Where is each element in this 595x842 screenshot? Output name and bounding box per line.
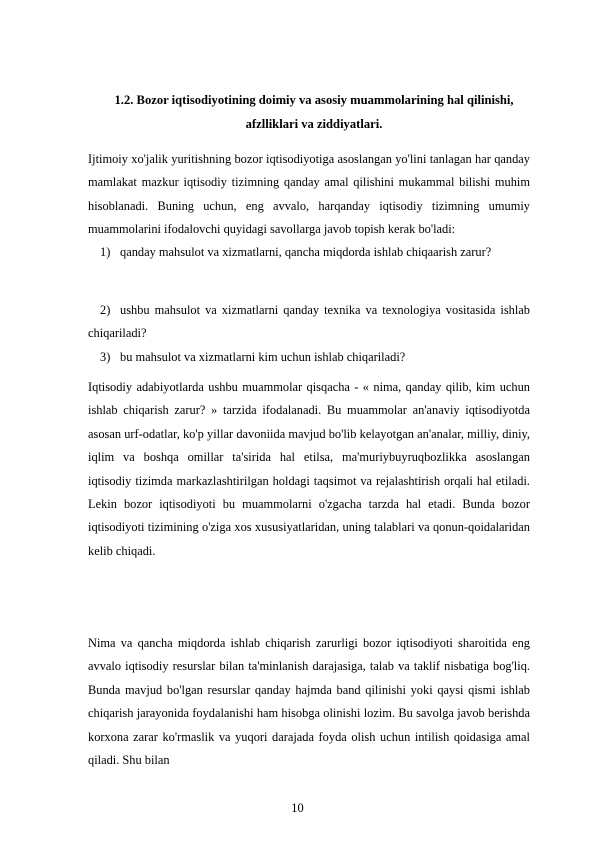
section-heading [88, 88, 540, 136]
section-heading-line-2: afzlliklari va ziddiyatlari. [245, 117, 383, 131]
list-text: qanday mahsulot va xizmatlarni, qancha miqdorda ishlab chiqaarish zarur? [120, 245, 492, 259]
list-text: ushbu mahsulot va xizmatlarni qanday texnika va texnologiya vositasida ishlab chiqariladi? [88, 303, 530, 341]
question-list-item-2 [88, 299, 530, 346]
intro-paragraph: Ijtimoiy xo'jalik yuritishning bozor iqtisodiyotiga asoslangan yo'lini tanlagan har qanday mamlakat mazkur iqtisodiy tizimning qanday amal qilishini mukammal bilishi muhim hisoblanadi. Buning uchun, eng avvalo, harqanday iqtisodiy tizimning umumiy muammolarini ifodalovchi quyidagi savollarga javob topish kerak bo'ladi: [88, 152, 530, 237]
question-list-item-1 [88, 241, 530, 264]
section-heading-line-1: 1.2. Bozor iqtisodiyotining doimiy va asosiy muammolarining hal qilinishi, [114, 93, 514, 107]
question-list-item-3 [88, 346, 530, 369]
list-number: 2) [100, 303, 111, 317]
page-number: 10 [291, 801, 304, 815]
list-text: bu mahsulot va xizmatlarni kim uchun ishlab chiqariladi? [120, 350, 406, 364]
list-number: 1) [100, 245, 111, 259]
list-number: 3) [100, 350, 111, 364]
third-paragraph: Nima va qancha miqdorda ishlab chiqarish zarurligi bozor iqtisodiyoti sharoitida eng avvalo iqtisodiy resurslar bilan ta'minlanish darajasiga, talab va taklif nisbatiga bog'liq. Bunda mavjud bo'lgan resurslar qanday hajmda band qilinishi yoki qaysi qismi ishlab chiqarish jarayonida foydalanishi ham hisobga olinishi lozim. Bu savolga javob berishda korxona zarar ko'rmaslik va yuqori darajada foyda olish uchun intilish qoidasiga amal qiladi. Shu bilan [88, 636, 530, 768]
second-paragraph: Iqtisodiy adabiyotlarda ushbu muammolar qisqacha - « nima, qanday qilib, kim uchun ishlab chiqarish zarur? » tarzida ifodalanadi. Bu muammolar an'anaviy iqtisodiyotda asosan urf-odatlar, ko'p yillar davoniida mavjud bo'lib kelayotgan an'analar, milliy, diniy, iqlim va boshqa omillar ta'sirida hal etilsa, ma'muriybuyruqbozlikka asoslangan iqtisodiy tizimda markazlashtirilgan holdagi taqsimot va rejalashtirish orqali hal etiladi. Lekin bozor iqtisodiyoti bu muammolarni o'zgacha tarzda hal etadi. Bunda bozor iqtisodiyoti tizimining o'ziga xos xususiyatlaridan, uning talablari va qonun-qoidalaridan kelib chiqadi. [88, 380, 530, 558]
